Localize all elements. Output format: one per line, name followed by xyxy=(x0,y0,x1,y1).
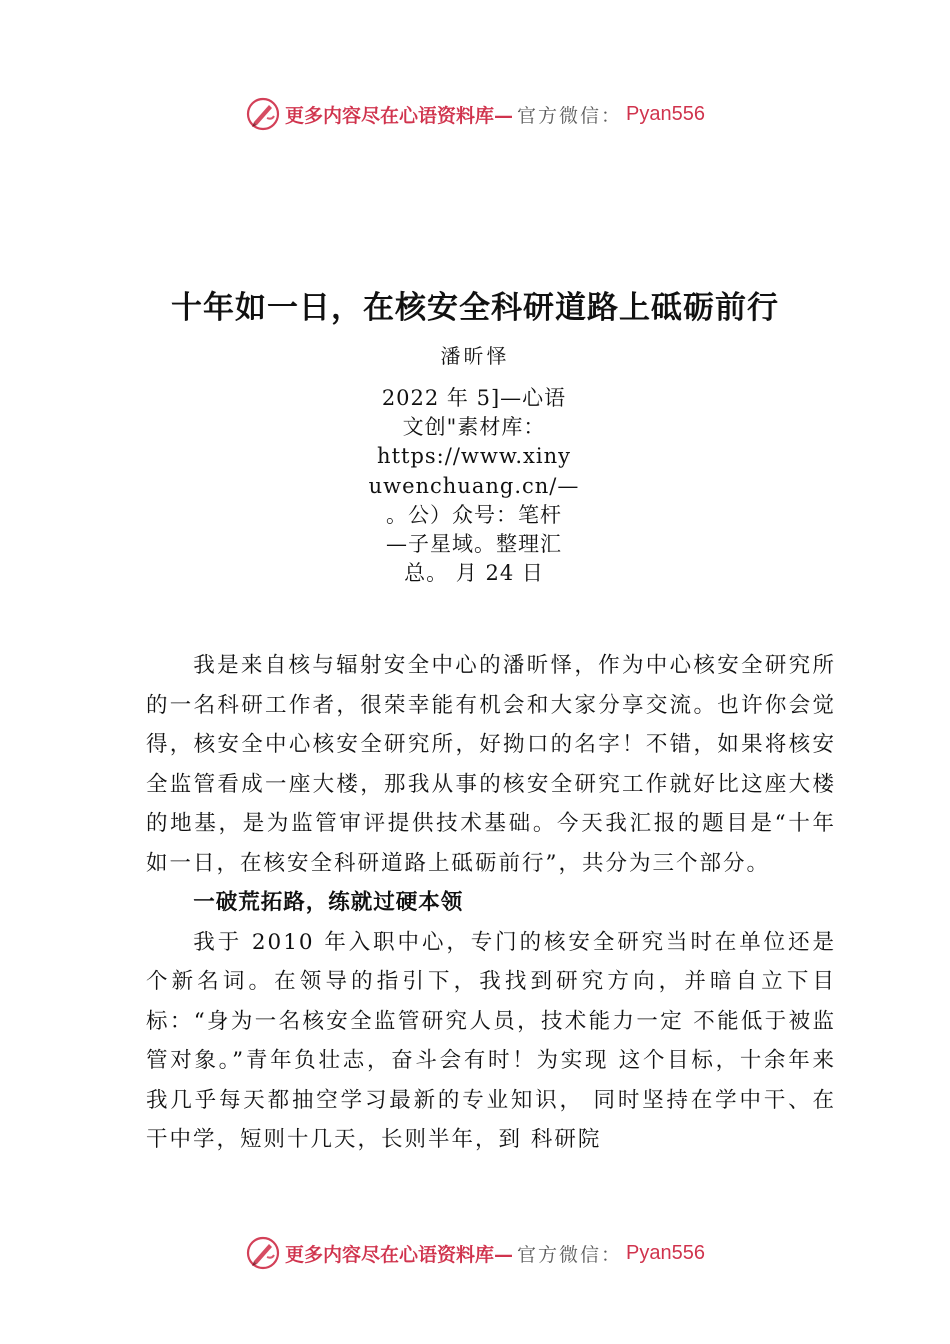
body-paragraph: 我于 2010 年入职中心，专门的核安全研究当时在单位还是个新名词。在领导的指引下，我找到研究方向，并暗自立下目标：“身为一名核安全监管研究人员，技术能力一定 不能低于被监管对象。”青年负壮志，奋斗会有时！为实现 这个目标，十余年来我几乎每天都抽空学习最新的专业知识， 同时坚持在学中干、在干中学，短则十几天，长则半年，到 科研院 xyxy=(146,929,836,1152)
pen-brush-logo-icon xyxy=(245,1235,281,1271)
pen-brush-logo-icon xyxy=(245,96,281,132)
date-line: —子星域。整理汇 xyxy=(386,532,562,557)
watermark-wechat-label: 官方微信： xyxy=(517,104,623,127)
watermark-banner-bottom xyxy=(0,1233,950,1273)
watermark-wechat-label: 官方微信： xyxy=(517,1243,623,1266)
watermark-text: 更多内容尽在心语资料库— xyxy=(285,1243,514,1266)
watermark-text: 更多内容尽在心语资料库— xyxy=(285,104,514,127)
date-line: https://www.xiny xyxy=(377,444,571,469)
document-body xyxy=(146,646,836,1160)
date-source-block xyxy=(368,384,580,588)
body-paragraph: 我是来自核与辐射安全中心的潘昕怿，作为中心核安全研究所的一名科研工作者，很荣幸能有机会和大家分享交流。也许你会觉得，核安全中心核安全研究所，好拗口的名字！不错，如果将核安全监管看成一座大楼，那我从事的核安全研究工作就好比这座大楼的地基，是为监管审评提供技术基础。今天我汇报的题目是“十年如一日，在核安全科研道路上砥砺前行”，共分为三个部分。 xyxy=(146,653,836,876)
section-heading: 一破荒拓路，练就过硬本领 xyxy=(193,890,464,915)
watermark-wechat-id: Pyan556 xyxy=(626,1241,705,1264)
document-title: 十年如一日，在核安全科研道路上砥砺前行 xyxy=(171,290,779,326)
date-line: uwenchuang.cn/— xyxy=(368,473,580,498)
date-line: 文创"素材库： xyxy=(402,415,546,440)
date-line: 2022 年 5]—心语 xyxy=(381,386,567,410)
watermark-banner-top xyxy=(0,94,950,134)
date-line: 总。 月 24 日 xyxy=(404,561,544,586)
document-author: 潘昕怿 xyxy=(440,344,510,368)
watermark-wechat-id: Pyan556 xyxy=(626,102,705,125)
date-line: 。公）众号：笔杆 xyxy=(386,502,562,527)
